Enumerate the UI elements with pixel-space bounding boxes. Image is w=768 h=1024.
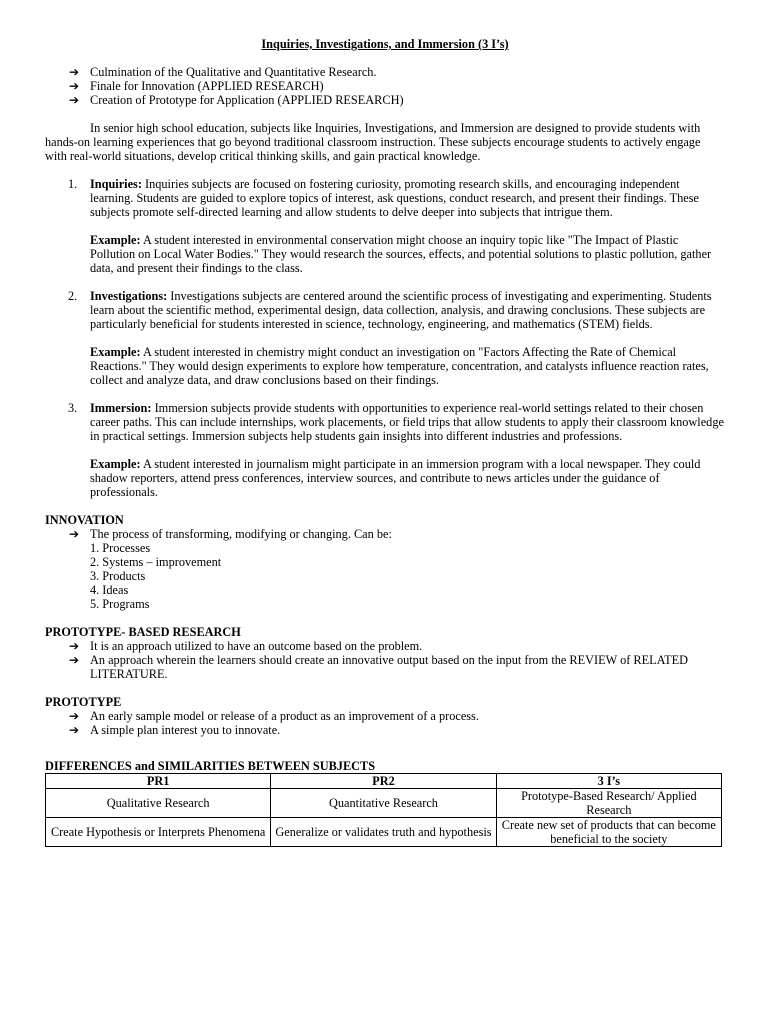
arrow-icon: ➔ <box>69 93 80 107</box>
table-cell: Prototype-Based Research/ Applied Research <box>496 789 721 818</box>
table-row <box>46 818 722 847</box>
list-item: 2. Systems – improvement <box>90 555 222 569</box>
prototype-heading: PROTOTYPE <box>45 695 122 709</box>
list-item: ➔ Finale for Innovation (APPLIED RESEARCH) <box>69 79 324 93</box>
arrow-icon: ➔ <box>69 65 80 79</box>
list-item: ➔ The process of transforming, modifying or changing. Can be: <box>69 527 392 541</box>
arrow-icon: ➔ <box>69 639 80 653</box>
arrow-icon: ➔ <box>69 709 80 723</box>
example-label: Example: <box>90 345 141 359</box>
column-header: 3 I’s <box>496 774 721 789</box>
list-item: ➔ A simple plan interest you to innovate. <box>69 723 281 737</box>
topic-number: 2. <box>68 289 78 303</box>
table-header-row <box>46 774 722 789</box>
arrow-icon: ➔ <box>69 79 80 93</box>
topic-description: Inquiries: Inquiries subjects are focused on fostering curiosity, promoting research skills, and encouraging independent learning. Students are guided to explore topics of interest, ask questions, conduct research, and present their findings. These subjects promote self-directed learning and allow students to delve deeper into subjects that intrigue them. <box>90 177 699 219</box>
table-cell: Quantitative Research <box>271 789 496 818</box>
column-header: PR2 <box>271 774 496 789</box>
document-title: Inquiries, Investigations, and Immersion (3 I’s) <box>261 37 509 51</box>
arrow-icon: ➔ <box>69 527 80 541</box>
prototype-research-bullets <box>45 639 725 681</box>
topic-immersion <box>45 401 725 499</box>
topic-description: Immersion: Immersion subjects provide students with opportunities to experience real-world settings related to their chosen career paths. This can include internships, work placements, or field trips that allow students to apply their classroom knowledge in practical settings. Immersion subjects help students gain insights into different industries and professions. <box>90 401 724 443</box>
list-item: 5. Programs <box>90 597 150 611</box>
topic-example: Example: A student interested in chemistry might conduct an investigation on "Factors Affecting the Rate of Chemical Reactions." They would design experiments to explore how temperature, concentration, and catalysts influence reaction rates, collect and analyze data, and draw conclusions based on their findings. <box>90 345 709 387</box>
table-row <box>46 789 722 818</box>
innovation-bullets <box>45 527 725 541</box>
topic-investigations <box>45 289 725 387</box>
column-header: PR1 <box>46 774 271 789</box>
example-label: Example: <box>90 457 141 471</box>
list-item: 1. Processes <box>90 541 151 555</box>
comparison-table <box>45 773 722 847</box>
list-item: ➔ It is an approach utilized to have an outcome based on the problem. <box>69 639 423 653</box>
arrow-icon: ➔ <box>69 653 80 667</box>
list-item: 4. Ideas <box>90 583 129 597</box>
arrow-icon: ➔ <box>69 723 80 737</box>
table-cell: Create new set of products that can become beneficial to the society <box>496 818 721 847</box>
list-item: ➔ Creation of Prototype for Application (APPLIED RESEARCH) <box>69 93 404 107</box>
prototype-bullets <box>45 709 725 737</box>
topic-example: Example: A student interested in journalism might participate in an immersion program with a local newspaper. They could shadow reporters, attend press conferences, interview sources, and contribute to news articles under the guidance of professionals. <box>90 457 701 499</box>
topic-term: Immersion: <box>90 401 152 415</box>
topic-inquiries <box>45 177 725 275</box>
top-bullet-list <box>45 65 725 107</box>
topic-description: Investigations: Investigations subjects are centered around the scientific process of investigating and experimenting. Students learn about the scientific method, experimental design, data collection, analysis, and drawing conclusions. These subjects are particularly beneficial for students interested in science, technology, engineering, and mathematics (STEM) fields. <box>90 289 712 331</box>
topic-term: Inquiries: <box>90 177 142 191</box>
list-item: 3. Products <box>90 569 146 583</box>
topic-term: Investigations: <box>90 289 168 303</box>
list-item: ➔ An early sample model or release of a product as an improvement of a process. <box>69 709 479 723</box>
topic-example: Example: A student interested in environmental conservation might choose an inquiry topic like "The Impact of Plastic Pollution on Local Water Bodies." They would research the sources, effects, and potential solutions to plastic pollution, gather data, and present their findings to the class. <box>90 233 712 275</box>
topic-number: 3. <box>68 401 78 415</box>
table-cell: Create Hypothesis or Interprets Phenomena <box>46 818 271 847</box>
intro-paragraph: In senior high school education, subjects like Inquiries, Investigations, and Immersion are designed to provide students with hands-on learning experiences that go beyond traditional classroom instruction. These subjects encourage students to actively engage with real-world situations, develop critical thinking skills, and gain practical knowledge. <box>45 121 701 163</box>
topics-list <box>45 177 725 499</box>
table-cell: Generalize or validates truth and hypothesis <box>271 818 496 847</box>
innovation-heading: INNOVATION <box>45 513 124 527</box>
list-item: ➔ Culmination of the Qualitative and Quantitative Research. <box>69 65 377 79</box>
innovation-items <box>45 541 725 611</box>
table-cell: Qualitative Research <box>46 789 271 818</box>
document-page <box>45 37 725 847</box>
topic-number: 1. <box>68 177 78 191</box>
list-item: ➔ An approach wherein the learners should create an innovative output based on the input from the REVIEW of RELATED LITERATURE. <box>69 653 689 681</box>
example-label: Example: <box>90 233 141 247</box>
prototype-research-heading: PROTOTYPE- BASED RESEARCH <box>45 625 241 639</box>
differences-heading: DIFFERENCES and SIMILARITIES BETWEEN SUBJECTS <box>45 759 376 773</box>
